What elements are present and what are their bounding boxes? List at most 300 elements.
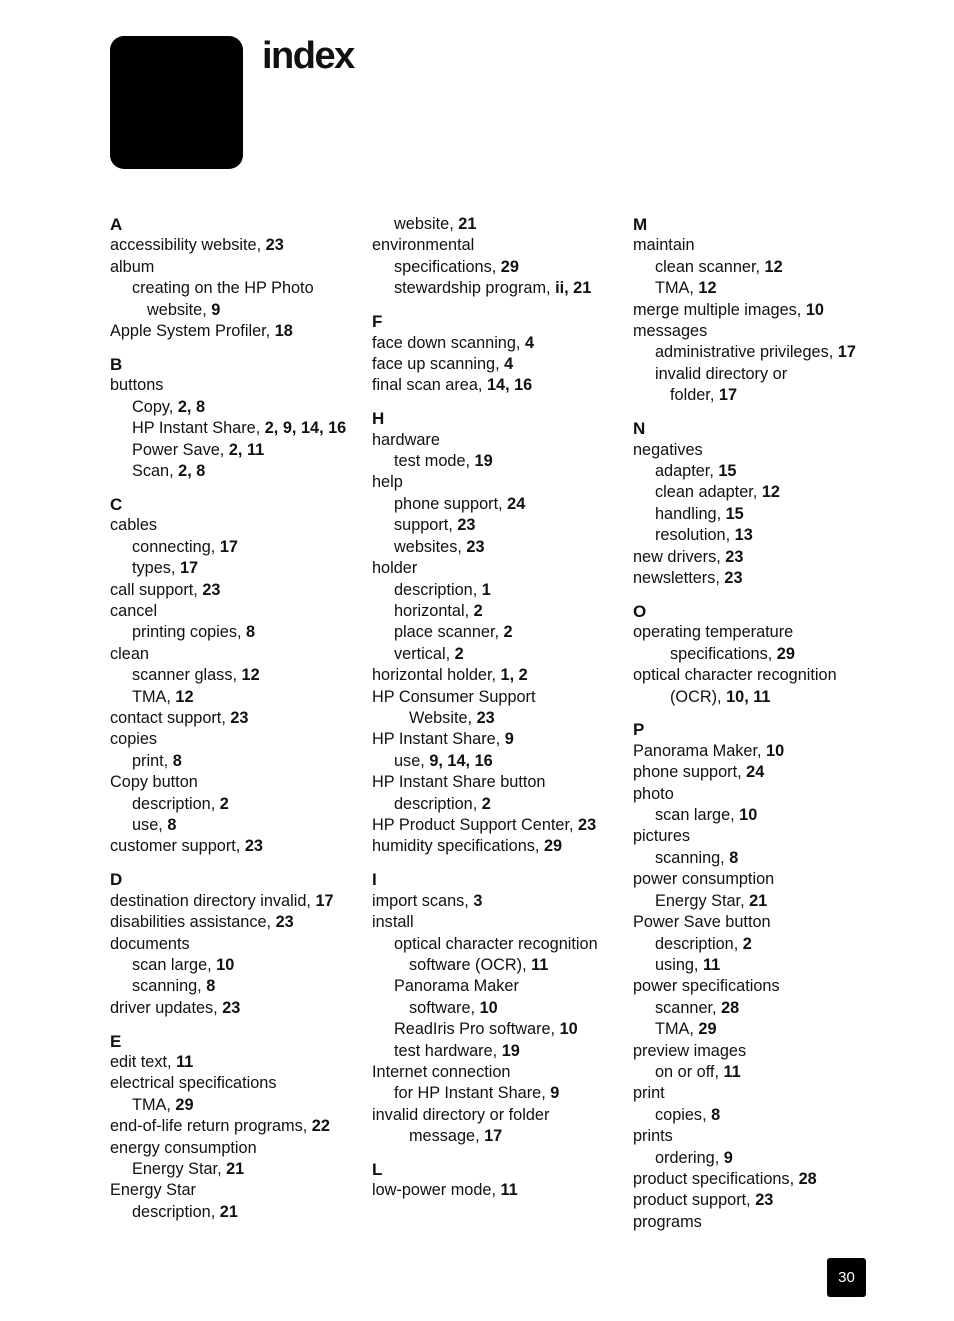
index-entry-term: invalid directory or bbox=[655, 364, 788, 383]
index-entry-term: TMA, bbox=[655, 1020, 699, 1039]
index-entry-term: TMA, bbox=[655, 279, 699, 298]
index-entry bbox=[633, 235, 878, 256]
index-entry bbox=[372, 515, 617, 536]
index-entry-term: cancel bbox=[110, 601, 158, 620]
index-entry-pages: 2 bbox=[481, 794, 491, 813]
index-entry-term: end-of-life return programs, bbox=[110, 1117, 312, 1136]
index-entry bbox=[633, 1148, 878, 1169]
index-entry-term: description, bbox=[655, 934, 743, 953]
index-section-letter: H bbox=[372, 409, 385, 429]
index-entry bbox=[372, 472, 617, 493]
index-entry bbox=[372, 1062, 617, 1083]
index-entry-term: product support, bbox=[633, 1191, 756, 1210]
index-entry-pages: 10 bbox=[559, 1020, 578, 1039]
index-entry-term: final scan area, bbox=[372, 376, 487, 395]
index-entry-term: support, bbox=[394, 516, 458, 535]
index-entry-pages: 8 bbox=[172, 751, 182, 770]
index-entry-term: adapter, bbox=[655, 461, 719, 480]
index-entry-term: description, bbox=[394, 580, 482, 599]
index-entry bbox=[633, 762, 878, 783]
index-entry bbox=[110, 815, 365, 836]
index-entry bbox=[372, 214, 617, 235]
index-entry bbox=[372, 375, 617, 396]
index-entry-term: new drivers, bbox=[633, 547, 726, 566]
index-entry-term: HP Consumer Support bbox=[372, 687, 536, 706]
index-section-letter: E bbox=[110, 1031, 122, 1051]
index-entry-term: (OCR), bbox=[670, 687, 727, 706]
index-entry bbox=[372, 665, 617, 686]
index-entry bbox=[372, 794, 617, 815]
index-entry bbox=[372, 934, 617, 955]
index-entry-term: Power Save, bbox=[132, 440, 229, 459]
index-entry bbox=[372, 751, 617, 772]
index-entry-pages: 2, 8 bbox=[177, 397, 206, 416]
index-entry bbox=[110, 278, 365, 299]
index-entry-pages: 8 bbox=[711, 1105, 721, 1124]
index-entry-term: place scanner, bbox=[394, 623, 504, 642]
index-entry bbox=[372, 815, 617, 836]
index-entry bbox=[110, 934, 365, 955]
index-entry-term: power consumption bbox=[633, 870, 775, 889]
index-entry-pages: 11 bbox=[176, 1053, 194, 1072]
index-entry bbox=[372, 537, 617, 558]
index-entry-pages: 17 bbox=[718, 386, 738, 405]
index-entry bbox=[110, 440, 365, 461]
index-entry-term: hardware bbox=[372, 430, 440, 449]
index-entry-term: printing copies, bbox=[132, 623, 247, 642]
index-entry-pages: 24 bbox=[746, 763, 765, 782]
index-entry-term: buttons bbox=[110, 376, 164, 395]
index-entry-term: copies bbox=[110, 730, 158, 749]
index-entry-term: low-power mode, bbox=[372, 1181, 501, 1200]
index-entry-pages: 10 bbox=[805, 300, 824, 319]
index-entry-pages: 9 bbox=[723, 1148, 733, 1167]
index-entry bbox=[633, 364, 878, 385]
index-entry-pages: 3 bbox=[473, 891, 483, 910]
index-entry bbox=[633, 784, 878, 805]
index-entry bbox=[633, 1019, 878, 1040]
index-entry bbox=[110, 321, 365, 342]
index-entry-term: phone support, bbox=[633, 763, 747, 782]
index-entry bbox=[633, 826, 878, 847]
index-entry-pages: 11 bbox=[531, 955, 549, 974]
index-entry bbox=[372, 235, 617, 256]
index-entry-term: help bbox=[372, 473, 403, 492]
index-entry bbox=[110, 976, 365, 997]
index-entry bbox=[372, 912, 617, 933]
index-entry bbox=[633, 385, 878, 406]
index-entry bbox=[633, 934, 878, 955]
index-entry bbox=[110, 836, 365, 857]
index-entry-pages: 22 bbox=[311, 1117, 330, 1136]
index-entry-pages: 17 bbox=[179, 559, 199, 578]
index-entry-term: horizontal holder, bbox=[372, 666, 501, 685]
index-entry bbox=[110, 622, 365, 643]
index-entry-term: HP Instant Share, bbox=[132, 419, 265, 438]
index-entry bbox=[372, 580, 617, 601]
index-section-letter: L bbox=[372, 1160, 383, 1180]
index-section-letter: F bbox=[372, 312, 383, 332]
index-entry bbox=[110, 461, 365, 482]
index-entry-term: photo bbox=[633, 784, 674, 803]
index-entry bbox=[110, 558, 365, 579]
index-entry-pages: 9 bbox=[550, 1084, 560, 1103]
index-entry-pages: 29 bbox=[500, 257, 519, 276]
index-entry-term: maintain bbox=[633, 236, 695, 255]
index-entry bbox=[372, 354, 617, 375]
index-entry-term: print, bbox=[132, 751, 173, 770]
index-column-2 bbox=[372, 214, 617, 1202]
index-section-letter: D bbox=[110, 870, 123, 890]
index-entry-term: description, bbox=[132, 1202, 220, 1221]
index-entry-pages: 2 bbox=[742, 934, 752, 953]
index-entry-term: face down scanning, bbox=[372, 333, 525, 352]
index-entry-pages: 15 bbox=[725, 504, 744, 523]
index-entry-term: invalid directory or folder bbox=[372, 1105, 550, 1124]
index-entry bbox=[372, 708, 617, 729]
page-number: 30 bbox=[838, 1269, 855, 1286]
index-entry-pages: 23 bbox=[466, 537, 485, 556]
index-entry bbox=[372, 430, 617, 451]
index-entry-term: message, bbox=[409, 1127, 485, 1146]
index-section-letter: P bbox=[633, 720, 645, 740]
index-entry bbox=[372, 955, 617, 976]
index-entry-pages: 23 bbox=[724, 569, 743, 587]
index-entry bbox=[110, 751, 365, 772]
index-entry-pages: 29 bbox=[776, 644, 795, 663]
index-entry bbox=[110, 397, 365, 418]
index-entry bbox=[110, 1202, 365, 1223]
index-entry bbox=[110, 537, 365, 558]
index-entry bbox=[633, 482, 878, 503]
index-entry-pages: 10 bbox=[479, 998, 498, 1017]
index-entry-term: power specifications bbox=[633, 977, 780, 996]
index-entry-pages: 10 bbox=[739, 806, 758, 825]
index-entry-term: HP Instant Share button bbox=[372, 773, 546, 792]
index-entry-term: Website, bbox=[409, 708, 477, 727]
index-entry-pages: 21 bbox=[458, 215, 477, 233]
index-entry bbox=[372, 622, 617, 643]
index-entry-pages: 11 bbox=[723, 1062, 741, 1081]
index-entry-pages: 29 bbox=[175, 1095, 194, 1114]
index-entry bbox=[633, 1041, 878, 1062]
index-entry-term: creating on the HP Photo bbox=[132, 279, 314, 298]
index-entry-term: connecting, bbox=[132, 537, 220, 556]
index-entry-pages: 24 bbox=[507, 494, 526, 513]
index-entry-pages: 2 bbox=[473, 601, 483, 620]
index-entry bbox=[372, 257, 617, 278]
index-entry-term: environmental bbox=[372, 236, 475, 255]
index-entry-term: copies, bbox=[655, 1105, 712, 1124]
index-entry-term: scanner glass, bbox=[132, 666, 242, 685]
index-entry bbox=[372, 729, 617, 750]
index-entry bbox=[633, 525, 878, 546]
index-entry-term: humidity specifications, bbox=[372, 837, 544, 856]
index-entry-term: call support, bbox=[110, 580, 203, 599]
index-entry-term: using, bbox=[655, 955, 703, 974]
index-entry-pages: 2, 11 bbox=[228, 440, 265, 459]
index-entry bbox=[110, 1159, 365, 1180]
index-entry-term: Copy, bbox=[132, 397, 178, 416]
index-entry-term: Copy button bbox=[110, 773, 198, 792]
index-entry bbox=[372, 891, 617, 912]
index-entry bbox=[372, 644, 617, 665]
index-entry-term: scan large, bbox=[655, 806, 740, 825]
index-entry-term: preview images bbox=[633, 1041, 747, 1060]
index-entry-pages: 12 bbox=[175, 687, 194, 706]
index-entry-pages: ii, 21 bbox=[555, 279, 592, 298]
index-entry-pages: 23 bbox=[230, 708, 249, 727]
index-entry-term: vertical, bbox=[394, 644, 455, 663]
index-entry-term: print bbox=[633, 1084, 665, 1103]
index-entry-term: specifications, bbox=[670, 644, 777, 663]
index-entry-term: HP Instant Share, bbox=[372, 730, 505, 749]
index-entry-pages: 23 bbox=[755, 1191, 774, 1210]
index-entry-pages: 23 bbox=[275, 913, 294, 932]
index-entry-term: destination directory invalid, bbox=[110, 891, 316, 910]
index-entry-pages: 8 bbox=[206, 977, 216, 996]
index-entry-term: software (OCR), bbox=[409, 955, 532, 974]
index-entry bbox=[110, 665, 365, 686]
index-section-letter: M bbox=[633, 215, 648, 234]
index-entry-pages: 4 bbox=[524, 333, 535, 352]
index-entry-term: test mode, bbox=[394, 452, 475, 471]
index-entry-pages: 9 bbox=[211, 300, 221, 319]
index-entry bbox=[110, 1073, 365, 1094]
index-entry-term: cables bbox=[110, 516, 158, 535]
index-entry bbox=[633, 440, 878, 461]
index-entry-term: administrative privileges, bbox=[655, 343, 838, 362]
index-entry-pages: 10 bbox=[216, 955, 235, 974]
index-entry-term: prints bbox=[633, 1127, 673, 1146]
index-entry-term: for HP Instant Share, bbox=[394, 1084, 551, 1103]
index-entry-term: face up scanning, bbox=[372, 354, 505, 373]
index-entry-term: clean adapter, bbox=[655, 483, 762, 502]
index-entry-pages: 28 bbox=[798, 1169, 817, 1188]
index-entry bbox=[633, 1062, 878, 1083]
index-entry-term: test hardware, bbox=[394, 1041, 502, 1060]
index-entry bbox=[633, 547, 878, 568]
index-entry-pages: 29 bbox=[698, 1020, 717, 1039]
index-entry-pages: 23 bbox=[202, 580, 221, 599]
index-entry bbox=[633, 1190, 878, 1211]
index-entry bbox=[372, 1105, 617, 1126]
index-column-1 bbox=[110, 214, 365, 1223]
index-entry-term: accessibility website, bbox=[110, 236, 266, 255]
index-entry bbox=[633, 998, 878, 1019]
index-section-letter: N bbox=[633, 419, 646, 439]
index-entry-term: HP Product Support Center, bbox=[372, 815, 579, 834]
index-entry bbox=[110, 1138, 365, 1159]
page-title: index bbox=[262, 35, 354, 77]
index-entry-term: phone support, bbox=[394, 494, 508, 513]
index-entry-pages: 2 bbox=[454, 644, 464, 663]
index-entry bbox=[633, 1126, 878, 1147]
index-entry bbox=[110, 580, 365, 601]
index-entry-term: Panorama Maker, bbox=[633, 741, 767, 760]
index-entry-pages: 23 bbox=[244, 837, 263, 856]
index-entry-term: optical character recognition bbox=[633, 666, 837, 685]
index-entry-term: documents bbox=[110, 934, 190, 953]
index-entry bbox=[633, 1212, 878, 1233]
index-entry bbox=[633, 342, 878, 363]
index-entry-term: software, bbox=[409, 998, 480, 1017]
index-entry-pages: 14, 16 bbox=[486, 376, 533, 395]
index-entry-term: electrical specifications bbox=[110, 1074, 277, 1093]
index-entry-term: TMA, bbox=[132, 687, 176, 706]
index-entry bbox=[110, 1095, 365, 1116]
index-entry-term: description, bbox=[132, 794, 220, 813]
index-entry bbox=[372, 1019, 617, 1040]
index-entry bbox=[633, 568, 878, 589]
index-entry bbox=[110, 955, 365, 976]
index-entry-term: scanning, bbox=[655, 848, 730, 867]
index-section-letter: B bbox=[110, 354, 123, 374]
index-entry-term: Power Save button bbox=[633, 913, 771, 932]
index-entry bbox=[110, 891, 365, 912]
index-entry bbox=[633, 321, 878, 342]
index-entry-pages: 1 bbox=[481, 580, 491, 599]
index-entry-term: merge multiple images, bbox=[633, 300, 806, 319]
index-entry-term: specifications, bbox=[394, 257, 501, 276]
index-column-3 bbox=[633, 214, 878, 1233]
index-entry bbox=[110, 644, 365, 665]
index-entry-term: website, bbox=[147, 300, 212, 319]
index-entry-term: holder bbox=[372, 559, 418, 578]
index-entry-term: newsletters, bbox=[633, 569, 725, 587]
index-entry-pages: 17 bbox=[315, 891, 334, 910]
index-entry-term: types, bbox=[132, 559, 180, 578]
index-entry bbox=[110, 1180, 365, 1201]
index-entry bbox=[372, 976, 617, 997]
index-entry-term: ordering, bbox=[655, 1148, 724, 1167]
index-entry-term: handling, bbox=[655, 504, 726, 523]
index-entry-pages: 19 bbox=[474, 452, 493, 471]
index-entry-pages: 23 bbox=[457, 516, 476, 535]
index-entry-term: TMA, bbox=[132, 1095, 176, 1114]
index-entry-term: album bbox=[110, 257, 155, 276]
index-entry-term: contact support, bbox=[110, 708, 231, 727]
index-entry-pages: 21 bbox=[226, 1160, 245, 1179]
index-entry-term: messages bbox=[633, 322, 708, 341]
index-entry-term: disabilities assistance, bbox=[110, 913, 276, 932]
index-entry bbox=[110, 300, 365, 321]
index-entry-term: negatives bbox=[633, 440, 703, 459]
index-entry-pages: 2 bbox=[503, 623, 513, 642]
index-entry bbox=[633, 891, 878, 912]
index-entry-term: Scan, bbox=[132, 461, 179, 480]
index-entry-term: install bbox=[372, 913, 414, 932]
index-entry-term: Energy Star bbox=[110, 1181, 196, 1200]
chapter-tab-block bbox=[110, 36, 243, 169]
index-entry bbox=[633, 976, 878, 997]
index-entry-pages: 23 bbox=[725, 547, 744, 566]
index-entry-term: folder, bbox=[670, 386, 719, 405]
index-entry-pages: 19 bbox=[501, 1041, 520, 1060]
index-entry bbox=[372, 278, 617, 299]
index-section-letter: O bbox=[633, 601, 647, 621]
index-entry bbox=[372, 333, 617, 354]
index-entry bbox=[633, 644, 878, 665]
index-entry-term: ReadIris Pro software, bbox=[394, 1020, 560, 1039]
index-entry bbox=[633, 869, 878, 890]
index-entry-term: Energy Star, bbox=[655, 891, 750, 910]
index-entry-term: use, bbox=[132, 815, 168, 834]
index-entry-term: operating temperature bbox=[633, 623, 794, 642]
index-entry-pages: 17 bbox=[484, 1127, 503, 1146]
index-entry-pages: 4 bbox=[504, 354, 514, 373]
index-entry-term: stewardship program, bbox=[394, 279, 556, 298]
index-entry-pages: 11 bbox=[500, 1181, 518, 1200]
index-entry-pages: 9 bbox=[504, 730, 514, 749]
index-entry bbox=[633, 805, 878, 826]
index-entry-term: energy consumption bbox=[110, 1138, 257, 1157]
index-entry-term: Energy Star, bbox=[132, 1160, 227, 1179]
index-entry-pages: 15 bbox=[718, 461, 737, 480]
index-entry-pages: 1, 2 bbox=[500, 666, 528, 685]
page-number-box bbox=[827, 1258, 866, 1297]
index-entry-term: pictures bbox=[633, 827, 691, 846]
index-entry bbox=[633, 687, 878, 708]
index-entry bbox=[633, 912, 878, 933]
index-entry bbox=[372, 558, 617, 579]
index-entry-pages: 8 bbox=[246, 623, 256, 642]
index-entry bbox=[372, 1126, 617, 1147]
index-entry-term: scan large, bbox=[132, 955, 217, 974]
index-entry-term: import scans, bbox=[372, 891, 474, 910]
index-entry bbox=[372, 687, 617, 708]
index-entry bbox=[110, 235, 365, 256]
index-entry bbox=[633, 665, 878, 686]
index-entry-pages: 12 bbox=[764, 257, 783, 276]
index-entry-pages: 10 bbox=[766, 741, 785, 760]
index-entry-term: driver updates, bbox=[110, 998, 223, 1017]
index-entry bbox=[633, 257, 878, 278]
index-entry bbox=[633, 955, 878, 976]
index-entry-term: clean scanner, bbox=[655, 257, 765, 276]
index-entry-pages: 10, 11 bbox=[726, 687, 771, 706]
index-entry bbox=[110, 257, 365, 278]
index-entry-term: Internet connection bbox=[372, 1062, 511, 1081]
index-entry-pages: 21 bbox=[219, 1202, 238, 1221]
index-entry-pages: 12 bbox=[698, 279, 717, 298]
index-entry-pages: 23 bbox=[578, 815, 597, 834]
index-entry-term: product specifications, bbox=[633, 1169, 799, 1188]
index-entry bbox=[110, 515, 365, 536]
index-entry bbox=[633, 1105, 878, 1126]
index-entry-pages: 9, 14, 16 bbox=[429, 751, 493, 770]
index-entry-term: website, bbox=[394, 215, 459, 233]
index-entry bbox=[110, 375, 365, 396]
index-entry-pages: 29 bbox=[543, 837, 563, 856]
index-entry-term: programs bbox=[633, 1212, 702, 1231]
index-entry-pages: 23 bbox=[476, 708, 495, 727]
index-entry-pages: 2, 8 bbox=[178, 461, 206, 480]
index-entry bbox=[110, 601, 365, 622]
index-entry-term: optical character recognition bbox=[394, 934, 598, 953]
index-entry bbox=[633, 278, 878, 299]
index-entry bbox=[372, 494, 617, 515]
index-entry-term: customer support, bbox=[110, 837, 245, 856]
index-entry bbox=[633, 622, 878, 643]
index-entry bbox=[633, 504, 878, 525]
index-entry-term: scanner, bbox=[655, 998, 722, 1017]
index-entry bbox=[110, 1116, 365, 1137]
index-entry-term: horizontal, bbox=[394, 601, 474, 620]
index-entry bbox=[633, 1169, 878, 1190]
index-entry bbox=[110, 687, 365, 708]
index-entry bbox=[372, 1180, 617, 1201]
